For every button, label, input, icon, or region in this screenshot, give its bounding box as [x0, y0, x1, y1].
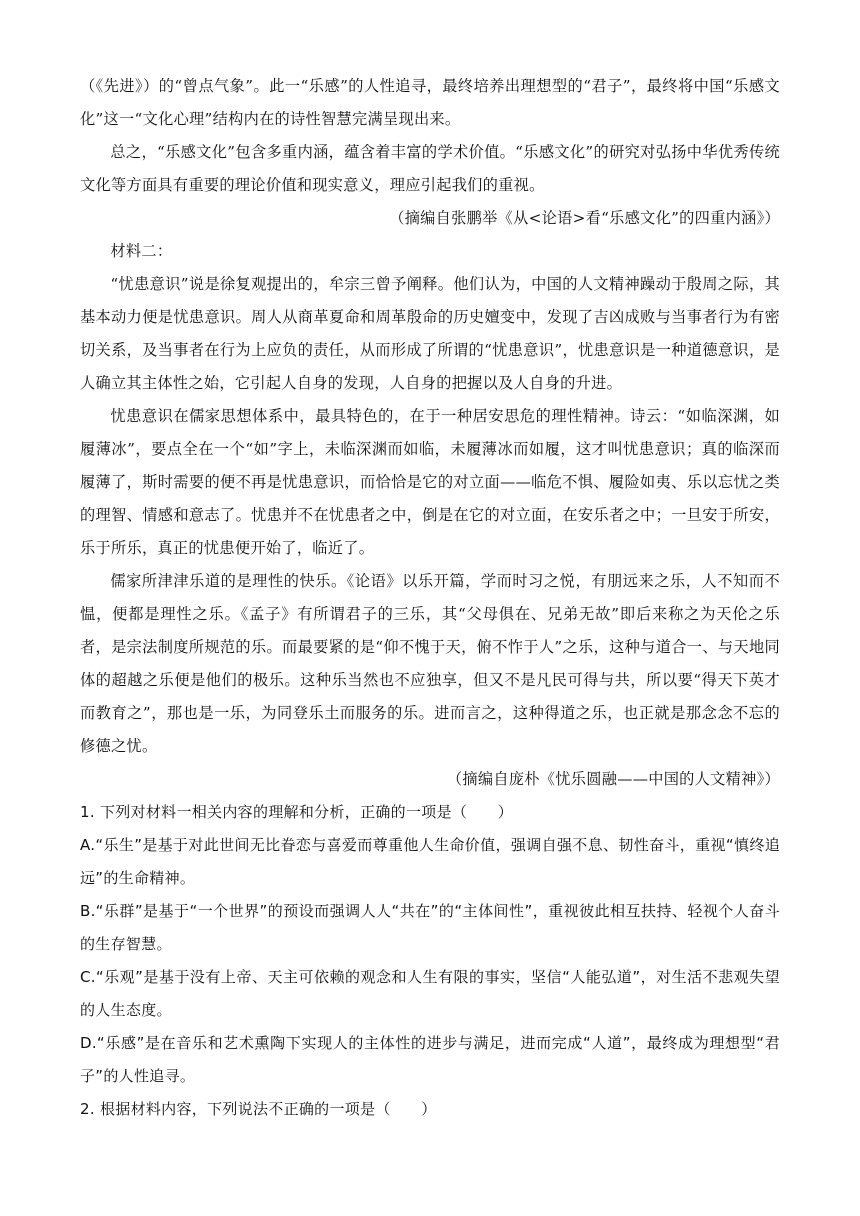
material-two-source: （摘编自庞朴《忧乐圆融——中国的人文精神》） [446, 770, 780, 788]
document-body [80, 70, 780, 1126]
question-1-stem: 1. 下列对材料一相关内容的理解和分析，正确的一项是（ ） [80, 803, 514, 821]
material-two-paragraph: 忧患意识在儒家思想体系中，最具特色的，在于一种居安思危的理性精神。诗云：“如临深渊，如履薄冰”，要点全在一个“如”字上，未临深渊而如临，未履薄冰而如履，这才叫忧患意识；真的临深而履薄了，斯时需要的便不再是忧患意识，而恰恰是它的对立面——临危不惧、履险如夷、乐以忘忧之类的理智、情感和意志了。忧患并不在忧患者之中，倒是在它的对立面，在安乐者之中；一旦安于所安，乐于所乐，真正的忧患便开始了，临近了。 [80, 407, 780, 557]
material-one-paragraph-end: （《先进》）的“曾点气象”。此一“乐感”的人性追寻，最终培养出理想型的“君子”，最终将中国“乐感文化”这一“文化心理”结构内在的诗性智慧完满呈现出来。 [80, 77, 780, 128]
material-two-paragraph: “忧患意识”说是徐复观提出的，牟宗三曾予阐释。他们认为，中国的人文精神躁动于殷周之际，其基本动力便是忧患意识。周人从商革夏命和周革殷命的历史嬗变中，发现了吉凶成败与当事者行为有密切关系，及当事者在行为上应负的责任，从而形成了所谓的“忧患意识”，忧患意识是一种道德意识，是人确立其主体性之始，它引起人自身的发现，人自身的把握以及人自身的升进。 [80, 275, 780, 392]
material-one-summary-paragraph: 总之，“乐感文化”包含多重内涵，蕴含着丰富的学术价值。“乐感文化”的研究对弘扬中华优秀传统文化等方面具有重要的理论价值和现实意义，理应引起我们的重视。 [80, 143, 780, 194]
material-one-source: （摘编自张鹏举《从<论语>看“乐感文化”的四重内涵》） [389, 209, 780, 227]
material-two-paragraph: 儒家所津津乐道的是理性的快乐。《论语》以乐开篇，学而时习之悦，有朋远来之乐，人不知而不愠，便都是理性之乐。《孟子》有所谓君子的三乐，其“父母俱在、兄弟无故”即后来称之为天伦之乐者，是宗法制度所规范的乐。而最要紧的是“仰不愧于天，俯不怍于人”之乐，这种与道合一、与天地同体的超越之乐便是他们的极乐。这种乐当然也不应独享，但又不是凡民可得与共，所以要“得天下英才而教育之”，那也是一乐，为同登乐土而服务的乐。进而言之，这种得道之乐，也正就是那念念不忘的修德之忧。 [80, 572, 780, 755]
question-1-option-c: C.“乐观”是基于没有上帝、天主可依赖的观念和人生有限的事实，坚信“人能弘道”，对生活不悲观失望的人生态度。 [80, 968, 780, 1019]
material-two-heading: 材料二： [110, 242, 173, 260]
question-1-option-d: D.“乐感”是在音乐和艺术熏陶下实现人的主体性的进步与满足，进而完成“人道”，最终成为理想型“君子”的人性追寻。 [80, 1034, 780, 1085]
question-1-option-b: B.“乐群”是基于“一个世界”的预设而强调人人“共在”的“主体间性”，重视彼此相互扶持、轻视个人奋斗的生存智慧。 [80, 902, 780, 953]
question-2-stem: 2. 根据材料内容，下列说法不正确的一项是（ ） [80, 1100, 437, 1118]
question-1-option-a: A.“乐生”是基于对此世间无比眷恋与喜爱而尊重他人生命价值，强调自强不息、韧性奋斗，重视“慎终追远”的生命精神。 [80, 836, 780, 887]
